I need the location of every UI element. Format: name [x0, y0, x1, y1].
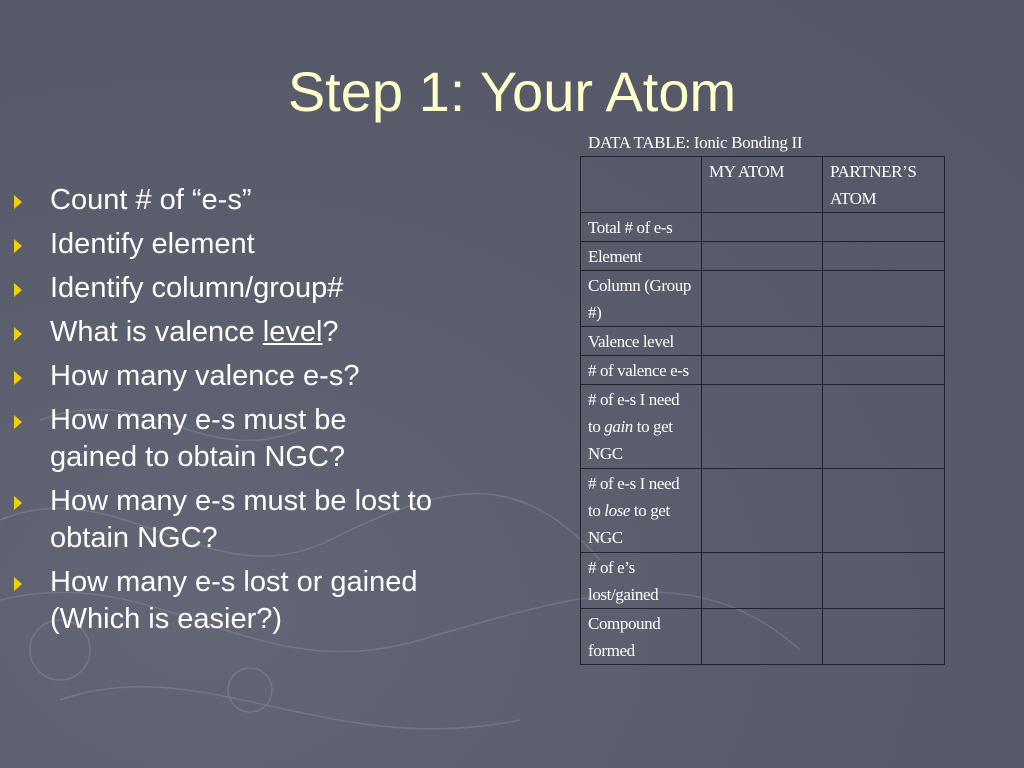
table-row: [581, 327, 945, 356]
partner-atom-cell[interactable]: [823, 242, 945, 271]
partner-atom-cell[interactable]: [823, 609, 945, 665]
partner-atom-cell[interactable]: [823, 213, 945, 242]
partner-atom-cell[interactable]: [823, 553, 945, 609]
arrow-bullet-icon: [14, 415, 22, 429]
table-row: [581, 356, 945, 385]
bullet-text: [50, 485, 432, 554]
bullet-text-part: What is valence: [50, 316, 263, 348]
row-label: Valence level: [581, 327, 702, 356]
my-atom-cell[interactable]: [702, 385, 823, 469]
row-label-part: to get NGC: [588, 501, 670, 547]
bullet-list: [10, 182, 530, 645]
my-atom-cell[interactable]: [702, 469, 823, 553]
my-atom-cell[interactable]: [702, 213, 823, 242]
bullet-item: [10, 226, 530, 263]
slide-title: Step 1: Your Atom: [287, 60, 737, 123]
arrow-bullet-icon: [14, 327, 22, 341]
arrow-bullet-icon: [14, 239, 22, 253]
row-label-part: to get NGC: [588, 417, 673, 463]
bullet-item: [10, 270, 530, 307]
bullet-text: [50, 404, 347, 473]
my-atom-cell[interactable]: [702, 356, 823, 385]
row-label: [581, 469, 702, 553]
arrow-bullet-icon: [14, 577, 22, 591]
bullet-item: [10, 483, 530, 557]
underlined-word: level: [262, 316, 323, 348]
row-label: Total # of e-s: [581, 213, 702, 242]
partner-atom-cell[interactable]: [823, 385, 945, 469]
bullet-line: How many e-s lost or gained: [50, 566, 418, 598]
table-row: [581, 271, 945, 327]
table-row: [581, 469, 945, 553]
partner-atom-cell[interactable]: [823, 356, 945, 385]
bullet-item: [10, 182, 530, 219]
bullet-line: gained to obtain NGC?: [50, 441, 346, 473]
ionic-bonding-data-table: [580, 156, 945, 665]
data-table-caption: DATA TABLE: Ionic Bonding II: [588, 133, 803, 152]
row-label-italic: gain: [604, 417, 633, 436]
my-atom-cell[interactable]: [702, 553, 823, 609]
bullet-text: Identify column/group#: [50, 272, 344, 304]
bullet-text: Count # of “e-s”: [50, 184, 252, 216]
header-cell: MY ATOM: [702, 157, 823, 213]
row-label: # of valence e-s: [581, 356, 702, 385]
table-row: [581, 385, 945, 469]
partner-atom-cell[interactable]: [823, 271, 945, 327]
bullet-line: (Which is easier?): [50, 603, 283, 635]
partner-atom-cell[interactable]: [823, 469, 945, 553]
bullet-text: How many valence e-s?: [50, 360, 360, 392]
arrow-bullet-icon: [14, 496, 22, 510]
row-label: Compound formed: [581, 609, 702, 665]
row-label-italic: lose: [604, 501, 631, 520]
bullet-line: How many e-s must be: [50, 404, 347, 436]
bullet-item: [10, 314, 530, 351]
bullet-item: [10, 358, 530, 395]
table-row: [581, 242, 945, 271]
arrow-bullet-icon: [14, 283, 22, 297]
bullet-text: [50, 316, 339, 348]
row-label: Column (Group #): [581, 271, 702, 327]
row-label: [581, 385, 702, 469]
bullet-item: [10, 564, 530, 638]
table-header-row: [581, 157, 945, 213]
bullet-line: How many e-s must be lost to: [50, 485, 432, 517]
table-row: [581, 553, 945, 609]
bullet-line: obtain NGC?: [50, 522, 218, 554]
my-atom-cell[interactable]: [702, 327, 823, 356]
data-table-container: [580, 130, 944, 665]
header-cell: PARTNER’S ATOM: [823, 157, 945, 213]
partner-atom-cell[interactable]: [823, 327, 945, 356]
arrow-bullet-icon: [14, 371, 22, 385]
table-row: [581, 609, 945, 665]
my-atom-cell[interactable]: [702, 609, 823, 665]
bullet-text-part: ?: [322, 316, 339, 348]
arrow-bullet-icon: [14, 195, 22, 209]
bullet-text: Identify element: [50, 228, 255, 260]
row-label-part: # of e-s I need to: [588, 390, 680, 436]
bullet-item: [10, 402, 530, 476]
my-atom-cell[interactable]: [702, 271, 823, 327]
table-row: [581, 213, 945, 242]
row-label: Element: [581, 242, 702, 271]
row-label-part: # of e-s I need to: [588, 474, 680, 520]
bullet-text: [50, 566, 418, 635]
row-label: # of e’s lost/gained: [581, 553, 702, 609]
header-cell: [581, 157, 702, 213]
my-atom-cell[interactable]: [702, 242, 823, 271]
